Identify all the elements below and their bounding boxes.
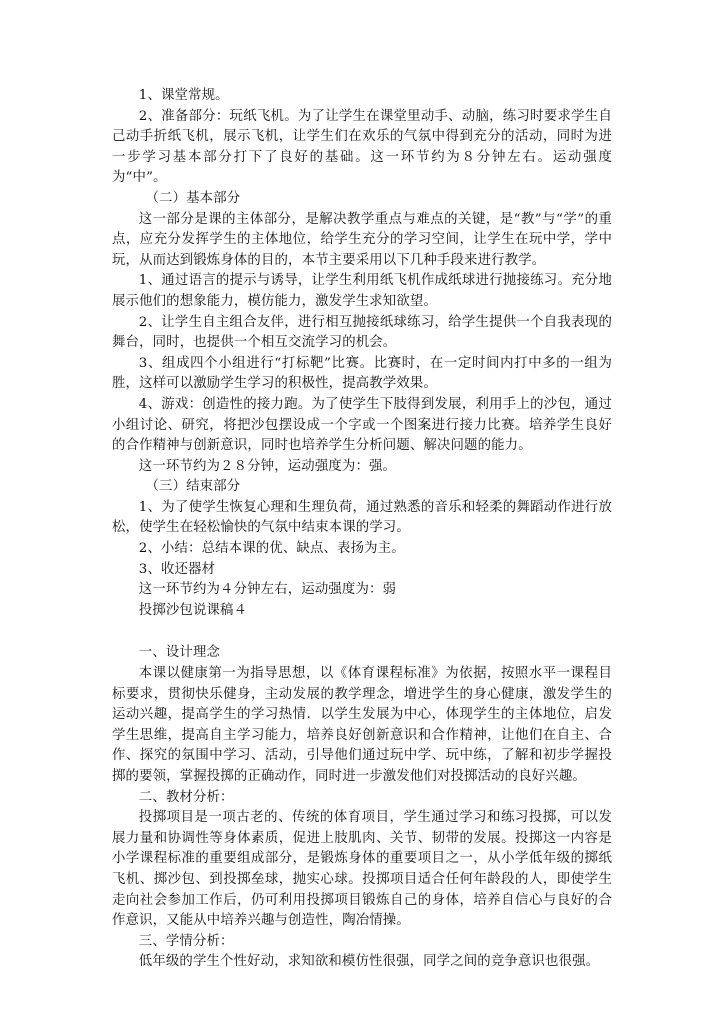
paragraph-learning: 低年级的学生个性好动，求知欲和模仿性很强，同学之间的竞争意识也很强。 [138,954,600,970]
paragraph-basic-1: 1、通过语言的提示与诱导，让学生利用纸飞机作成纸球进行抛接练习。充分地展示他们的想象能力，模仿能力，激发学生求知欲望。 [112,273,612,309]
section-heading-end: （三）结束部分 [145,479,241,495]
paragraph-material: 投掷项目是一项古老的、传统的体育项目，学生通过学习和练习投掷，可以发展力量和协调性等身体素质，促进上肢肌肉、关节、韧带的发展。投掷这一内容是小学课程标准的重要组成部分，是锻炼身体的重要项目之一，从小学低年级的掷纸飞机、掷沙包、到投掷垒球，抛实心球。投掷项目适合任何年龄段的人，即使学生走向社会参加工作后，仍可利用投掷项目锻炼自己的身体，培养自信心与良好的合作意识，又能从中培养兴趣与创造性，陶冶情操。 [112,810,612,929]
document-title: 投掷沙包说课稿４ [138,602,248,618]
section-heading-design: 一、设计理念 [138,645,221,661]
paragraph-design: 本课以健康第一为指导思想，以《体育课程标准》为依据，按照水平一课程目标要求，贯彻快乐健身，主动发展的教学理念，增进学生的身心健康，激发学生的运动兴趣，提高学生的学习热情．以学生发展为中心，体现学生的主体地位，启发学生思维，提高自主学习能力，培养良好创新意识和合作精神，让他们在自主、合作、探究的氛围中学习、活动，引导他们通过玩中学、玩中练，了解和初步学握投掷的要领，掌握投掷的正确动作，同时进一步激发他们对投掷活动的良好兴趣。 [112,666,612,784]
paragraph-basic-4: 4、游戏：创造性的接力跑。为了使学生下肢得到发展，利用手上的沙包，通过小组讨论、研究，将把沙包摆设成一个字或一个图案进行接力比赛。培养学生良好的合作精神与创新意识，同时也培养学生分析问题、解决问题的能力。 [112,396,612,454]
section-heading-learning: 三、学情分析： [138,933,234,949]
paragraph-end-time: 这一环节约为４分钟左右，运动强度为：弱 [138,582,397,598]
paragraph-basic-intro: 这一部分是课的主体部分，是解决教学重点与难点的关键，是“教”与“学”的重点，应充分发挥学生的主体地位，给学生充分的学习空间，让学生在玩中学，学中玩，从而达到锻炼身体的目的，本节主要采用以下几种手段来进行教学。 [112,211,612,268]
document-page [112,86,612,973]
section-heading-basic: （二）基本部分 [145,190,241,206]
spacer [112,621,612,643]
paragraph-preparation: 2、准备部分：玩纸飞机。为了让学生在课堂里动手、动脑，练习时要求学生自己动手折纸飞机，展示飞机，让学生们在欢乐的气氛中得到充分的活动，同时为进一步学习基本部分打下了良好的基础。这一环节约为８分钟左右。运动强度为“中”。 [112,108,612,186]
paragraph-basic-2: 2、让学生自主组合友伴，进行相互抛接纸球练习，给学生提供一个自我表现的舞台，同时，也提供一个相互交流学习的机会。 [112,314,612,351]
section-heading-material: 二、教材分析： [138,789,234,805]
paragraph-routine: 1、课堂常规。 [138,88,229,103]
paragraph-basic-time: 这一环节约为２８分钟，运动强度为：强。 [138,458,397,474]
paragraph-basic-3: 3、组成四个小组进行“打标靶”比赛。比赛时，在一定时间内打中多的一组为胜，这样可以激励学生学习的积极性，提高教学效果。 [112,355,612,392]
paragraph-end-2: 2、小结：总结本课的优、缺点、表扬为主。 [138,541,405,557]
paragraph-end-3: 3、收还器材 [138,561,216,577]
paragraph-end-1: 1、为了使学生恢复心理和生理负荷，通过熟悉的音乐和轻柔的舞蹈动作进行放松，使学生在轻松愉快的气氛中结束本课的学习。 [112,499,612,536]
